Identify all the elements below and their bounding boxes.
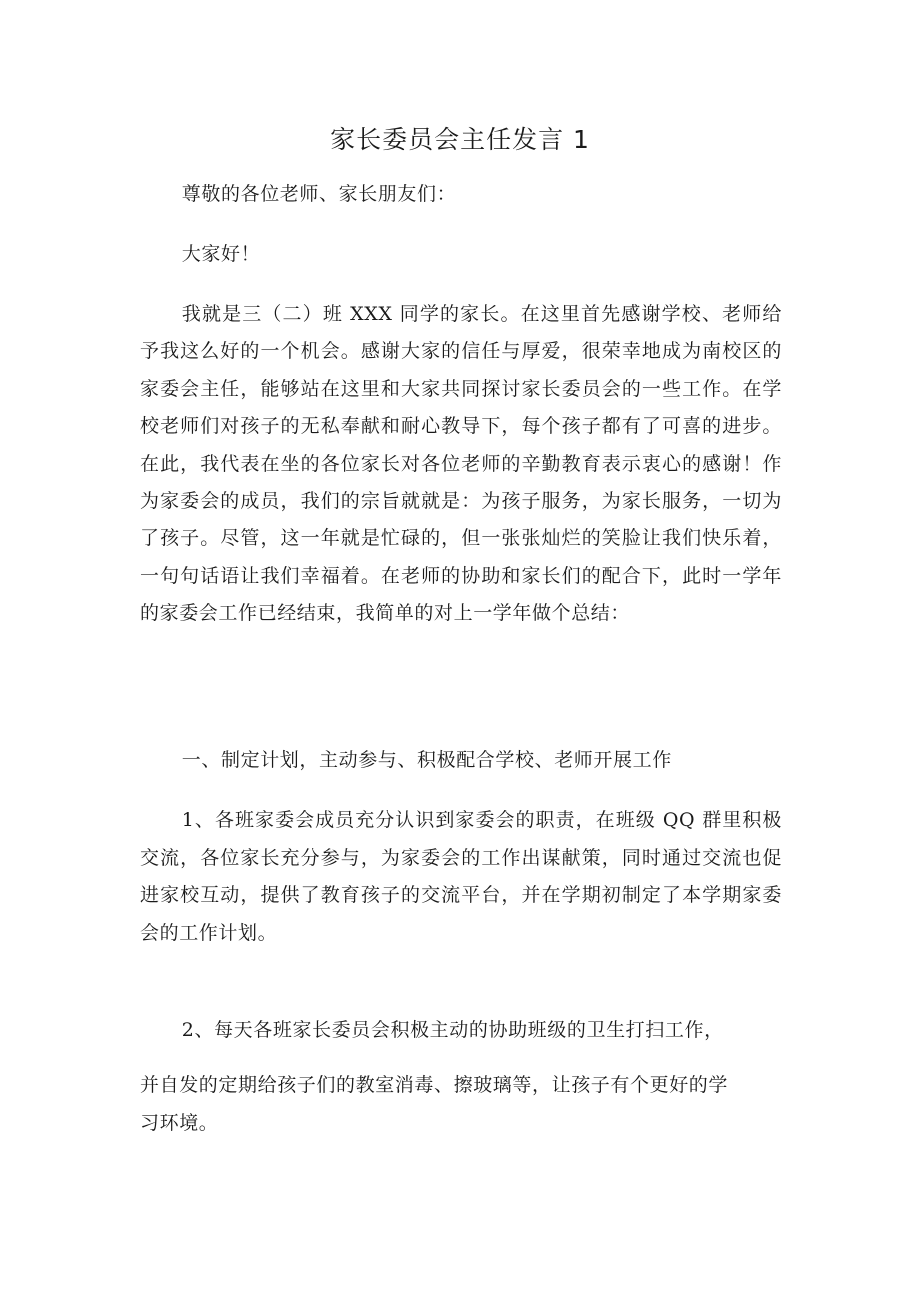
list-item-2-line-1: 并自发的定期给孩子们的教室消毒、擦玻璃等，让孩子有个更好的学 xyxy=(140,1074,729,1096)
introduction-paragraph: 我就是三（二）班 XXX 同学的家长。在这里首先感谢学校、老师给予我这么好的一个机会。感谢大家的信任与厚爱，很荣幸地成为南校区的家委会主任，能够站在这里和大家共同探讨家长委员会的一些工作。在学校老师们对孩子的无私奉献和耐心教导下，每个孩子都有了可喜的进步。在此，我代表在坐的各位家长对各位老师的辛勤教育表示衷心的感谢！作为家委会的成员，我们的宗旨就就是：为孩子服务，为家长服务，一切为了孩子。尽管，这一年就是忙碌的，但一张张灿烂的笑脸让我们快乐着，一句句话语让我们幸福着。在老师的协助和家长们的配合下，此时一学年的家委会工作已经结束，我简单的对上一学年做个总结： xyxy=(140,303,782,625)
greeting-paragraph: 大家好！ xyxy=(181,243,261,265)
list-item-1: 1、各班家委会成员充分认识到家委会的职责，在班级 QQ 群里积极交流，各位家长充分参与，为家委会的工作出谋献策，同时通过交流也促进家校互动，提供了教育孩子的交流平台，并在学期初制定了本学期家委会的工作计划。 xyxy=(140,809,782,944)
document-title: 家长委员会主任发言 1 xyxy=(330,125,590,154)
list-item-2-lead: 2、每天各班家长委员会积极主动的协助班级的卫生打扫工作， xyxy=(181,1019,724,1041)
salutation-paragraph: 尊敬的各位老师、家长朋友们： xyxy=(181,183,457,205)
list-item-2-continuation xyxy=(140,1066,760,1142)
section-heading-1: 一、制定计划，主动参与、积极配合学校、老师开展工作 xyxy=(181,749,672,771)
list-item-2-line-2: 习环境。 xyxy=(140,1112,219,1134)
